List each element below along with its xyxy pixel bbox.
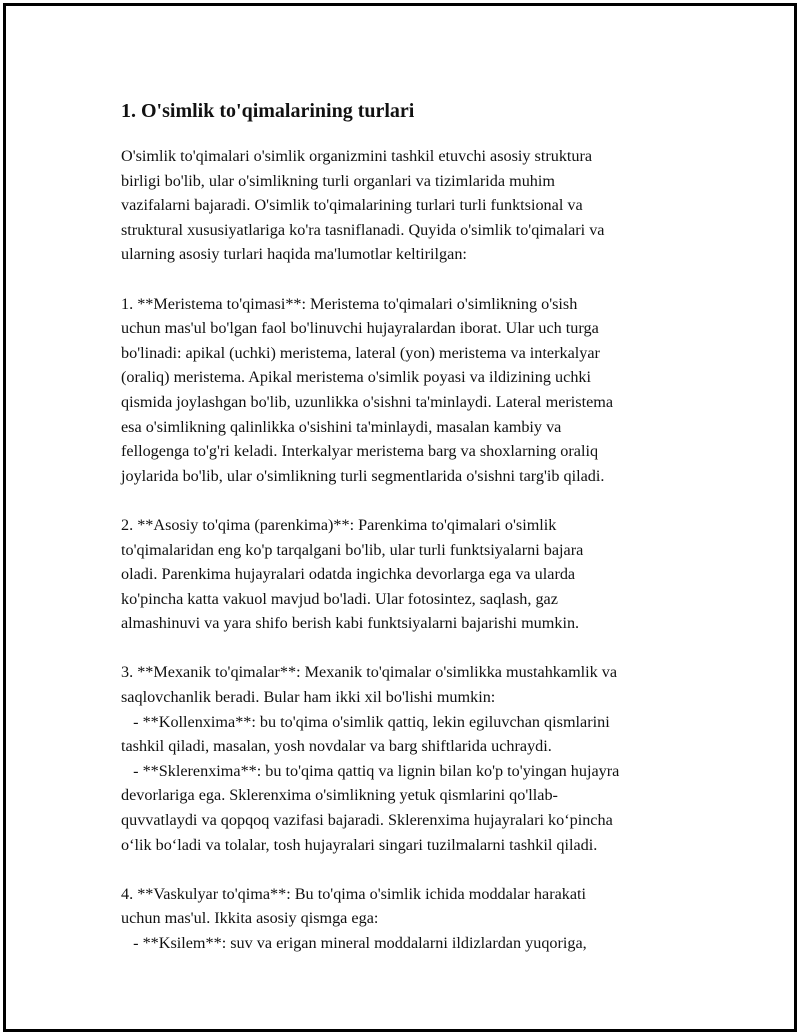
- text-line: 4. **Vaskulyar to'qima**: Bu to'qima o'simlik ichida moddalar harakati: [121, 884, 587, 903]
- text-line: fellogenga to'g'ri keladi. Interkalyar meristema barg va shoxlarning oraliq: [121, 442, 599, 461]
- text-line: struktural xususiyatlariga ko'ra tasniflanadi. Quyida o'simlik to'qimalari va: [121, 220, 605, 239]
- text-line: (oraliq) meristema. Apikal meristema o'simlik poyasi va ildizining uchki: [121, 368, 592, 387]
- text-line: 3. **Mexanik to'qimalar**: Mexanik to'qimalar o'simlikka mustahkamlik va: [121, 663, 618, 682]
- document-title: 1. O'simlik to'qimalarining turlari: [121, 100, 415, 122]
- text-line: devorlariga ega. Sklerenxima o'simlikning yetuk qismlarini qo'llab-: [121, 786, 558, 805]
- text-line: birligi bo'lib, ular o'simlikning turli organlari va tizimlarida muhim: [121, 171, 555, 190]
- text-line: oladi. Parenkima hujayralari odatda ingichka devorlarga ega va ularda: [121, 565, 576, 584]
- document-body: [121, 98, 691, 980]
- text-line: 1. **Meristema to'qimasi**: Meristema to'qimalari o'simlikning o'sish: [121, 294, 578, 313]
- text-line: tashkil qiladi, masalan, yosh novdalar va barg shiftlarida uchraydi.: [121, 737, 552, 756]
- text-line: o‘lik bo‘ladi va tolalar, tosh hujayralari singari tuzilmalarni tashkil qiladi.: [121, 835, 598, 854]
- text-line: esa o'simlikning qalinlikka o'sishini ta'minlaydi, masalan kambiy va: [121, 417, 562, 436]
- text-line: ularning asosiy turlari haqida ma'lumotlar keltirilgan:: [121, 245, 467, 264]
- text-line: - **Kollenxima**: bu to'qima o'simlik qattiq, lekin egiluvchan qismlarini: [121, 712, 610, 731]
- text-line: ko'pincha katta vakuol mavjud bo'ladi. Ular fotosintez, saqlash, gaz: [121, 589, 558, 608]
- text-line: almashinuvi va yara shifo berish kabi funktsiyalarni bajarishi mumkin.: [121, 614, 580, 633]
- text-line: - **Sklerenxima**: bu to'qima qattiq va lignin bilan ko'p to'yingan hujayra: [121, 761, 620, 780]
- text-line: O'simlik to'qimalari o'simlik organizmini tashkil etuvchi asosiy struktura: [121, 147, 593, 165]
- text-line: - **Ksilem**: suv va erigan mineral moddalarni ildizlardan yuqoriga,: [121, 934, 587, 952]
- text-line: joylarida bo'lib, ular o'simlikning turli segmentlarida o'sishni targ'ib qiladi.: [121, 466, 605, 485]
- text-line: saqlovchanlik beradi. Bular ham ikki xil bo'lishi mumkin:: [121, 688, 496, 707]
- paragraph-vaskulyar: [121, 882, 691, 956]
- text-line: vazifalarni bajaradi. O'simlik to'qimalarining turlari turli funktsional va: [121, 196, 583, 215]
- text-line: to'qimalaridan eng ko'p tarqalgani bo'lib, ular turli funktsiyalarni bajara: [121, 540, 584, 559]
- paragraph-intro: [121, 144, 691, 267]
- text-line: 2. **Asosiy to'qima (parenkima)**: Parenkima to'qimalari o'simlik: [121, 515, 557, 534]
- text-line: uchun mas'ul. Ikkita asosiy qismga ega:: [121, 909, 379, 928]
- paragraph-parenkima: [121, 513, 691, 636]
- paragraph-meristema: [121, 292, 691, 489]
- paragraph-mexanik: [121, 660, 691, 857]
- text-line: bo'linadi: apikal (uchki) meristema, lateral (yon) meristema va interkalyar: [121, 343, 600, 362]
- text-line: uchun mas'ul bo'lgan faol bo'linuvchi hujayralardan iborat. Ular uch turga: [121, 319, 599, 338]
- document-page: [3, 3, 797, 1032]
- text-line: quvvatlaydi va qopqoq vazifasi bajaradi. Sklerenxima hujayralari ko‘pincha: [121, 811, 613, 830]
- text-line: qismida joylashgan bo'lib, uzunlikka o'sishni ta'minlaydi. Lateral meristema: [121, 392, 614, 411]
